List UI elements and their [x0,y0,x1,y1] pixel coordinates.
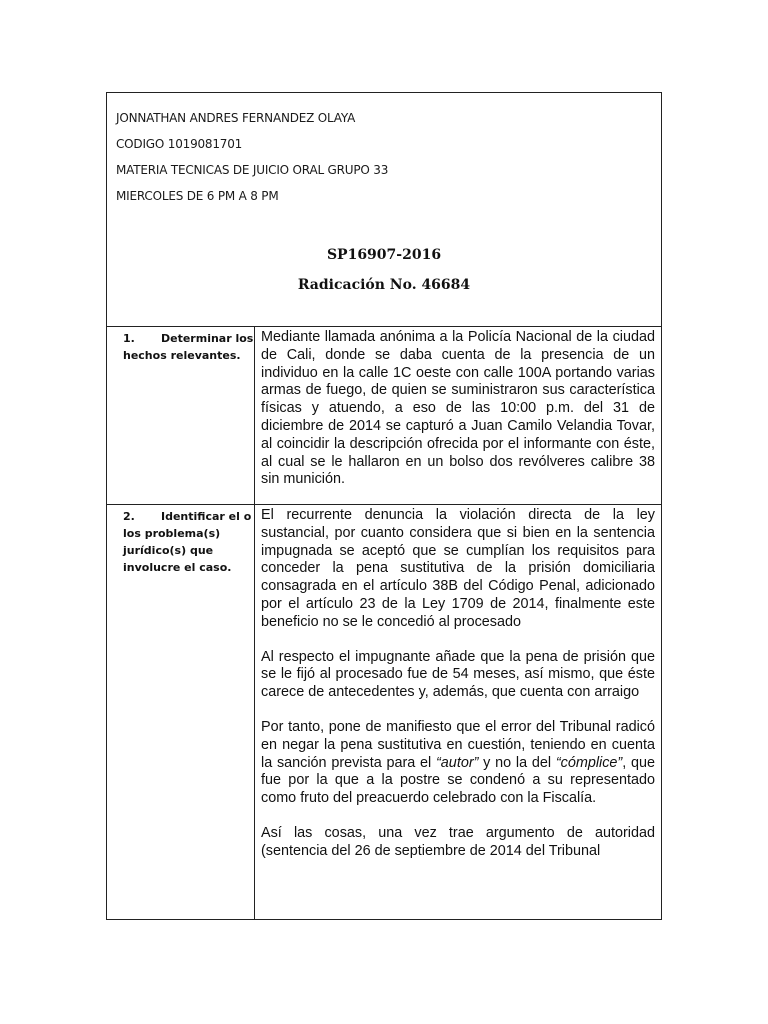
answer-paragraph: Mediante llamada anónima a la Policía Nacional de la ciudad de Cali, donde se daba cuenta de la presencia de un individuo en la calle 1C oeste con calle 100A portando varias armas de fuego, de quien se suministraron sus característica físicas y atuendo, a eso de las 10:00 p.m. del 31 de diciembre de 2014 se capturó a Juan Camilo Velandia Tovar, al coincidir la descripción ofrecida por el informante con éste, al cual se le hallaron en un bolso dos revólveres calibre 38 sin munición. [261,329,655,488]
schedule-info: MIERCOLES DE 6 PM A 8 PM [116,189,279,203]
question-number: 1. [123,332,135,345]
answer-paragraph: El recurrente denuncia la violación directa de la ley sustancial, por cuanto considera que si bien en la sentencia impugnada se aceptó que se cumplían los requisitos para conceder la pena sustitutiva de la prisión domiciliaria consagrada en el artículo 38B del Código Penal, adicionado por el artículo 23 de la Ley 1709 de 2014, finalmente este beneficio no se le concedió al procesado [261,507,655,630]
answer-paragraph: Al respecto el impugnante añade que la pena de prisión que se le fijó al procesado fue de 54 meses, así mismo, que éste carece de antecedentes y, además, que cuenta con arraigo [261,648,655,701]
question-line: jurídico(s) que [123,544,214,557]
emphasis-autor: “autor” [436,754,479,771]
student-code: CODIGO 1019081701 [116,137,243,151]
answer-cell [255,327,661,504]
case-title: SP16907-2016 [326,247,442,263]
course-info: MATERIA TECNICAS DE JUICIO ORAL GRUPO 33 [116,163,389,177]
question-cell [107,327,255,504]
student-name: JONNATHAN ANDRES FERNANDEZ OLAYA [116,111,356,125]
case-subtitle: Radicación No. 46684 [297,277,471,293]
header-cell [107,93,661,327]
question-number: 2. [123,510,135,523]
question-line: involucre el caso. [123,561,232,574]
document-table [106,92,662,920]
question-line: 1. Determinar los [123,332,254,345]
answer-paragraph: Por tanto, pone de manifiesto que el error del Tribunal radicó en negar la pena sustitutiva en cuestión, teniendo en cuenta la sanción prevista para el “autor” y no la del “cómplice”, que fue por la que a la postre se condenó a su representado como fruto del preacuerdo celebrado con la Fiscalía. [261,718,655,807]
question-line: los problema(s) [123,527,221,540]
table-row [107,327,661,505]
answer-cell [255,505,661,920]
emphasis-complice: “cómplice” [555,754,623,771]
question-cell [107,505,255,920]
question-line: hechos relevantes. [123,349,241,362]
question-line: 2. Identificar el o [123,510,252,523]
answer-paragraph: Así las cosas, una vez trae argumento de autoridad (sentencia del 26 de septiembre de 2014 del Tribunal [261,824,655,859]
table-row [107,505,661,920]
